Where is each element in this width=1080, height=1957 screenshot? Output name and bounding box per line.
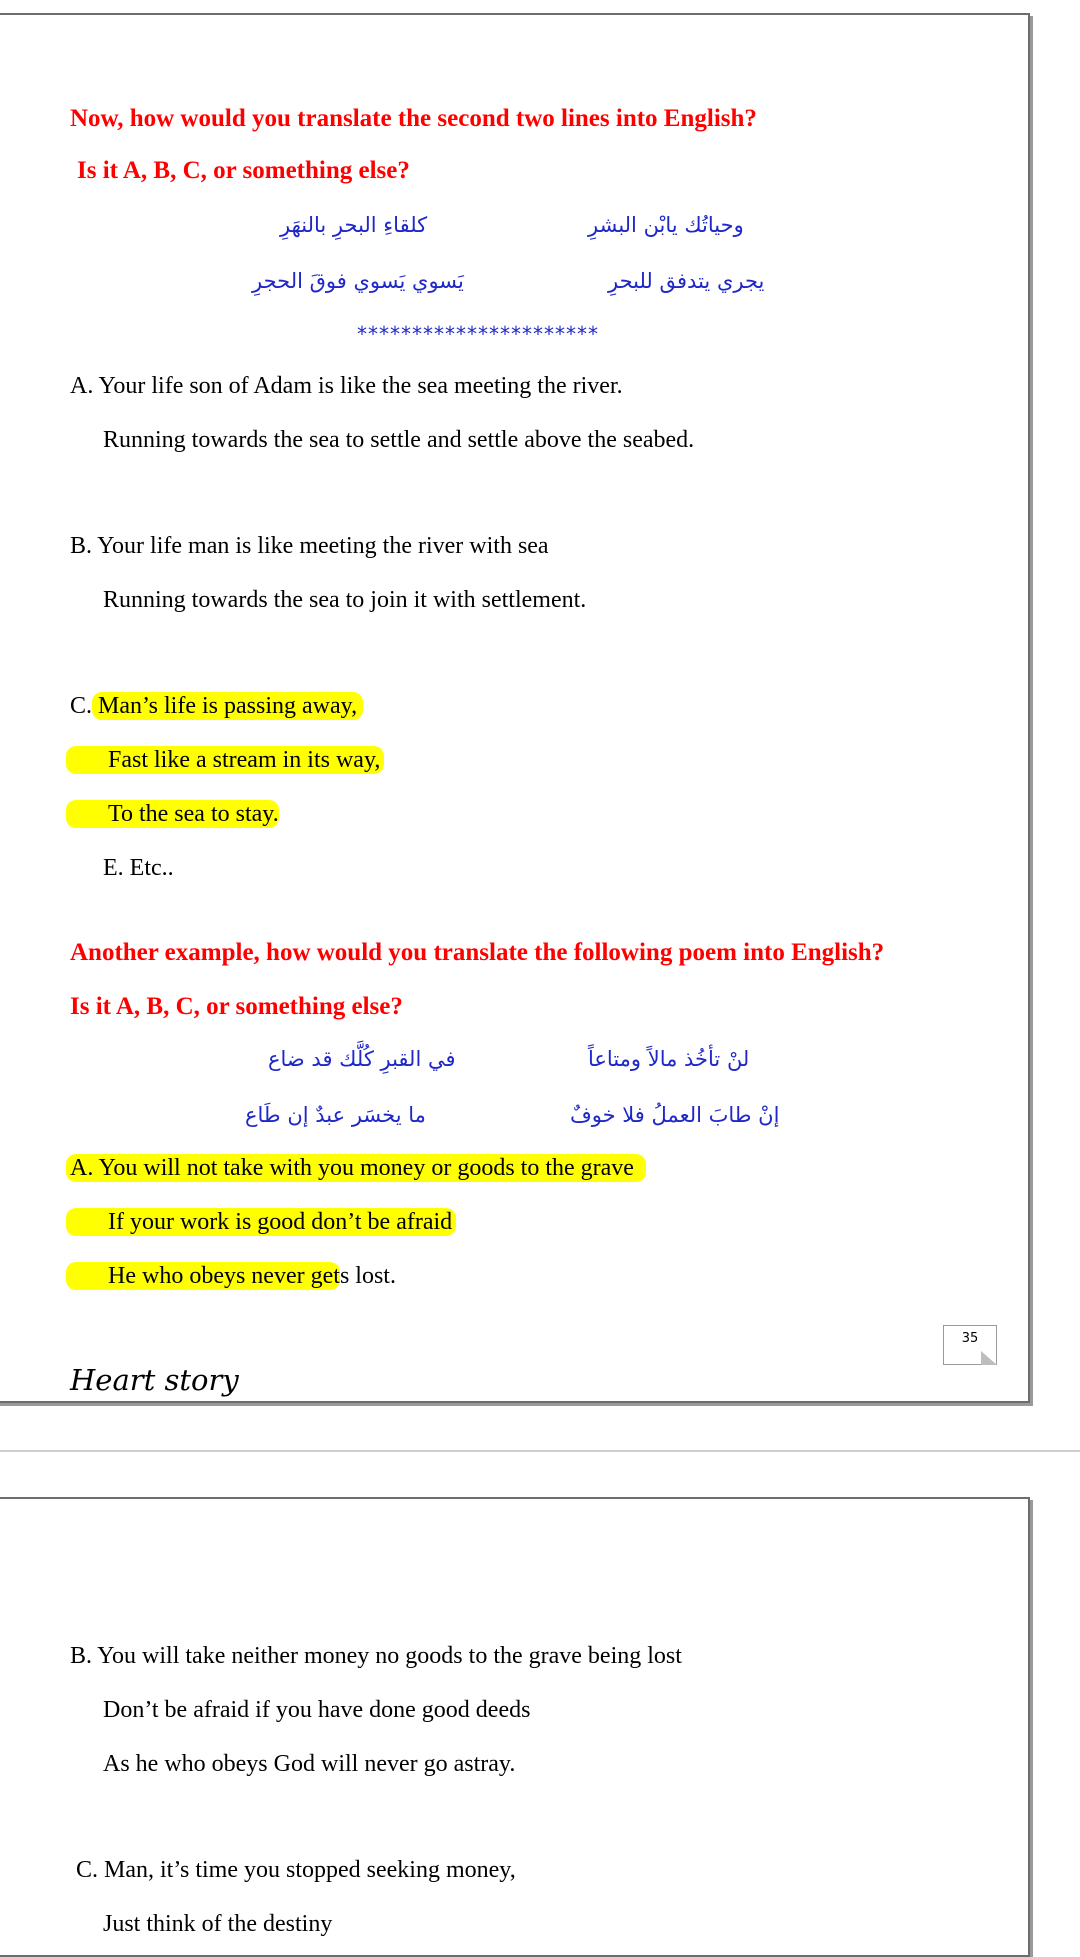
page-curl-icon	[981, 1351, 997, 1365]
separator: **********************	[357, 322, 599, 346]
arabic-verse-line: وحياتُك يابْن البشرِ	[588, 213, 744, 237]
arabic-verse-line: لنْ تأخُذ مالاً ومتاعاً	[588, 1047, 750, 1071]
highlighted-text: To the sea to stay.	[66, 800, 279, 828]
page-number: 35	[961, 1331, 979, 1346]
example2-option-a-line	[66, 1206, 456, 1238]
arabic-verse-line: يجري يتدفق للبحرِ	[608, 269, 765, 293]
section-subheading: Is it A, B, C, or something else?	[77, 157, 410, 184]
option-c-line: Just think of the destiny	[103, 1911, 333, 1937]
arabic-verse-line: كلقاءِ البحرِ بالنهَرِ	[280, 213, 428, 237]
option-e-line: E. Etc..	[103, 855, 174, 881]
option-c-line: C. Man, it’s time you stopped seeking money,	[76, 1857, 516, 1883]
section-heading: Now, how would you translate the second two lines into English?	[70, 105, 757, 132]
highlighted-text: A. You will not take with you money or goods to the grave	[66, 1154, 646, 1182]
page-number-box	[943, 1325, 997, 1365]
option-b-line: Running towards the sea to join it with settlement.	[103, 587, 587, 613]
option-b-line: B. Your life man is like meeting the river with sea	[70, 533, 549, 559]
option-c-line	[70, 690, 363, 722]
option-a-line: Running towards the sea to settle and settle above the seabed.	[103, 427, 695, 453]
highlighted-text: If your work is good don’t be afraid	[66, 1208, 456, 1236]
highlighted-text: He who obeys never get	[66, 1262, 340, 1290]
option-b-line: Don’t be afraid if you have done good deeds	[103, 1697, 531, 1723]
document-page-35	[0, 13, 1030, 1403]
option-a-line: A. Your life son of Adam is like the sea meeting the river.	[70, 373, 623, 399]
plain-text: s lost.	[339, 1263, 396, 1289]
page-footer: Heart story	[70, 1363, 239, 1397]
arabic-verse-line: يَسوي يَسوي فوقَ الحجرِ	[252, 269, 464, 293]
section-subheading: Is it A, B, C, or something else?	[70, 993, 403, 1020]
option-c-line	[66, 744, 384, 776]
example2-option-a-line	[66, 1260, 396, 1292]
arabic-verse-line: ما يخسَر عبدٌ إن طَاع	[245, 1103, 426, 1127]
option-c-line	[66, 798, 279, 830]
document-page-36	[0, 1497, 1030, 1957]
option-b-line: B. You will take neither money no goods to the grave being lost	[70, 1643, 682, 1669]
highlighted-text: Fast like a stream in its way,	[66, 746, 384, 774]
arabic-verse-line: في القبرِ كُلَّك قد ضاع	[268, 1047, 456, 1071]
option-c-prefix: C.	[70, 693, 93, 719]
page-divider	[0, 1450, 1080, 1452]
example2-option-a-line	[66, 1152, 646, 1184]
option-b-line: As he who obeys God will never go astray.	[103, 1751, 516, 1777]
section-heading: Another example, how would you translate the following poem into English?	[70, 939, 885, 966]
arabic-verse-line: إنْ طابَ العملُ فلا خوفٌ	[570, 1103, 780, 1127]
highlighted-text: Man’s life is passing away,	[92, 692, 363, 720]
